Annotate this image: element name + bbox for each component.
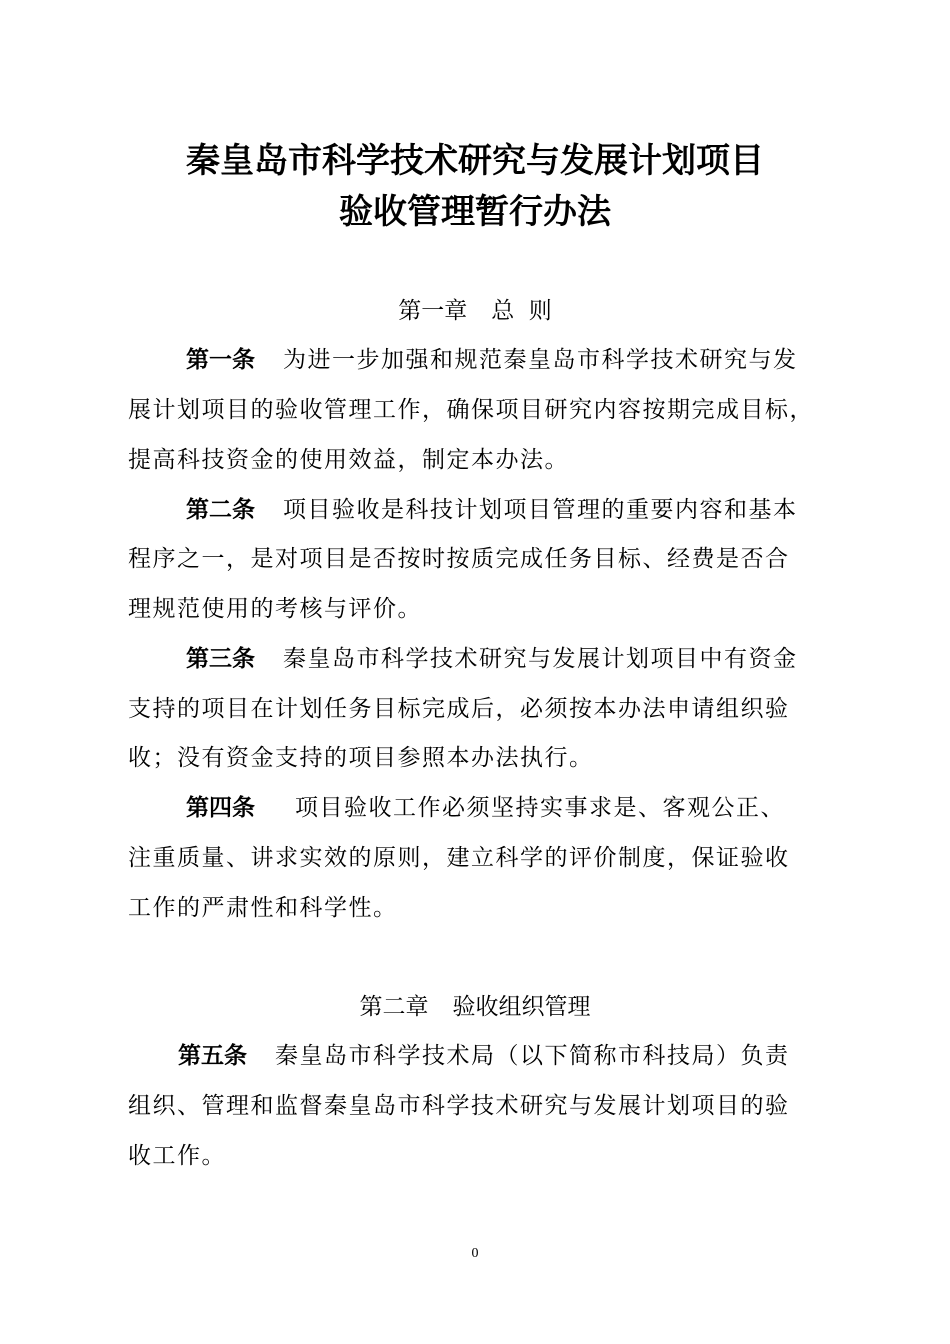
article-3-text-1: 秦皇岛市科学技术研究与发展计划项目中有资金 — [283, 646, 798, 672]
page-number: 0 — [471, 1246, 479, 1261]
article-4-text-1: 项目验收工作必须坚持实事求是、客观公正、 — [295, 795, 785, 821]
article-5-text-1: 秦皇岛市科学技术局（以下简称市科技局）负责 — [275, 1043, 790, 1069]
article-5-line-1 — [178, 1041, 790, 1071]
article-1-label: 第一条 — [186, 347, 255, 373]
article-5-line-3: 收工作。 — [128, 1143, 226, 1169]
article-1-line-1 — [186, 345, 798, 375]
article-1-line-3: 提高科技资金的使用效益，制定本办法。 — [128, 447, 569, 473]
article-2-label: 第二条 — [186, 497, 255, 523]
article-3-line-2: 支持的项目在计划任务目标完成后，必须按本办法申请组织验 — [128, 696, 790, 722]
chapter-2-heading — [0, 992, 950, 1022]
chapter-1-heading — [0, 296, 950, 326]
chapter-2-number: 第二章 — [359, 994, 429, 1020]
article-5-label: 第五条 — [178, 1043, 247, 1069]
article-4-line-3: 工作的严肃性和科学性。 — [128, 895, 398, 921]
article-5-line-2: 组织、管理和监督秦皇岛市科学技术研究与发展计划项目的验 — [128, 1093, 790, 1119]
article-3-label: 第三条 — [186, 646, 255, 672]
chapter-1-name: 总 则 — [491, 298, 552, 324]
chapter-2-name: 验收组织管理 — [452, 994, 591, 1020]
article-4-line-1 — [186, 793, 785, 823]
article-2-line-2: 程序之一，是对项目是否按时按质完成任务目标、经费是否合 — [128, 546, 790, 572]
document-title-line-1: 秦皇岛市科学技术研究与发展计划项目 — [186, 141, 764, 181]
article-4-line-2: 注重质量、讲求实效的原则，建立科学的评价制度，保证验收 — [128, 845, 790, 871]
chapter-1-number: 第一章 — [398, 298, 468, 324]
article-2-line-1 — [186, 495, 798, 525]
article-2-text-1: 项目验收是科技计划项目管理的重要内容和基本 — [283, 497, 798, 523]
article-3-line-3: 收；没有资金支持的项目参照本办法执行。 — [128, 745, 594, 771]
document-title-line-2: 验收管理暂行办法 — [339, 192, 611, 232]
article-4-label: 第四条 — [186, 795, 255, 821]
article-3-line-1 — [186, 644, 798, 674]
article-1-text-1: 为进一步加强和规范秦皇岛市科学技术研究与发 — [283, 347, 798, 373]
article-1-line-2: 展计划项目的验收管理工作，确保项目研究内容按期完成目标， — [128, 397, 814, 423]
article-2-line-3: 理规范使用的考核与评价。 — [128, 596, 422, 622]
